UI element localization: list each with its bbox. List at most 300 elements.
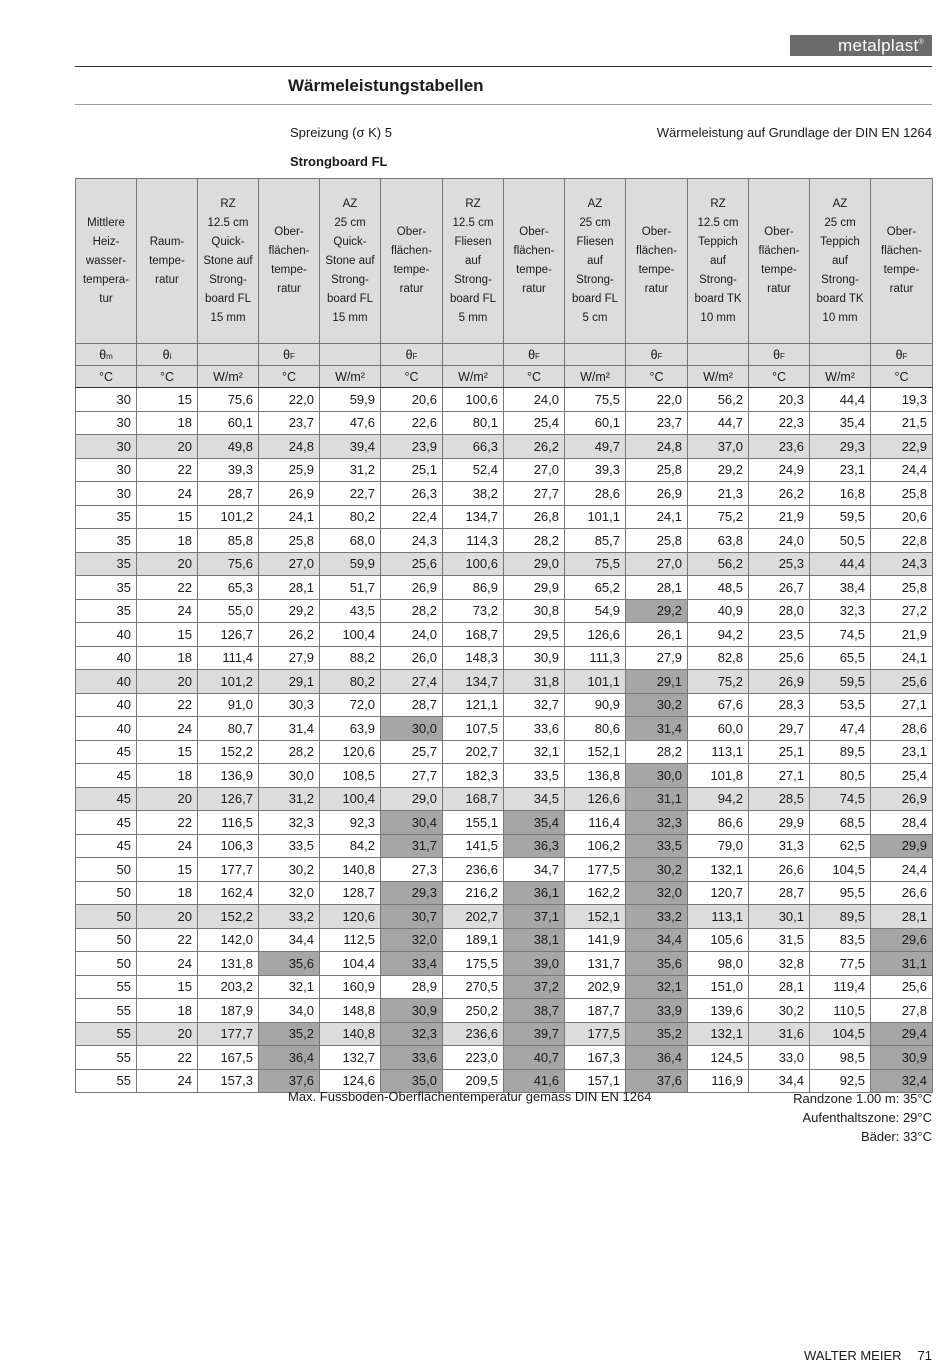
table-cell: 24,4 <box>871 858 933 882</box>
table-cell: 100,4 <box>320 623 381 647</box>
table-cell: 32,3 <box>810 599 871 623</box>
table-cell: 35,6 <box>626 952 688 976</box>
table-cell: 24 <box>137 599 198 623</box>
table-cell: 148,3 <box>443 646 504 670</box>
symbol-cell: θF <box>259 344 320 366</box>
table-cell: 162,2 <box>565 881 626 905</box>
table-cell: 25,9 <box>259 458 320 482</box>
temp-limits <box>793 1089 932 1146</box>
table-cell: 27,1 <box>749 764 810 788</box>
table-cell: 35,0 <box>381 1069 443 1093</box>
table-cell: 22,8 <box>871 529 933 553</box>
table-cell: 28,6 <box>871 717 933 741</box>
table-cell: 65,3 <box>198 576 259 600</box>
table-cell: 22,0 <box>259 388 320 412</box>
table-cell: 92,5 <box>810 1069 871 1093</box>
table-cell: 121,1 <box>443 693 504 717</box>
limit-aufenthaltszone: Aufenthaltszone: 29°C <box>802 1110 932 1125</box>
table-cell: 50 <box>76 952 137 976</box>
table-cell: 20 <box>137 670 198 694</box>
table-cell: 53,5 <box>810 693 871 717</box>
table-cell: 28,1 <box>259 576 320 600</box>
table-cell: 66,3 <box>443 435 504 459</box>
table-cell: 157,1 <box>565 1069 626 1093</box>
table-cell: 40 <box>76 623 137 647</box>
table-cell: 26,8 <box>504 505 565 529</box>
table-cell: 134,7 <box>443 505 504 529</box>
table-cell: 75,2 <box>688 505 749 529</box>
table-cell: 132,1 <box>688 1022 749 1046</box>
table-cell: 32,0 <box>259 881 320 905</box>
table-cell: 45 <box>76 740 137 764</box>
table-cell: 20 <box>137 552 198 576</box>
table-cell: 44,7 <box>688 411 749 435</box>
table-cell: 20,3 <box>749 388 810 412</box>
table-cell: 26,2 <box>504 435 565 459</box>
table-cell: 28,2 <box>626 740 688 764</box>
symbol-row <box>76 344 933 366</box>
table-cell: 68,0 <box>320 529 381 553</box>
table-cell: 65,2 <box>565 576 626 600</box>
table-row <box>76 411 933 435</box>
table-cell: 23,9 <box>381 435 443 459</box>
table-cell: 37,1 <box>504 905 565 929</box>
table-cell: 27,8 <box>871 999 933 1023</box>
table-cell: 152,2 <box>198 905 259 929</box>
table-cell: 77,5 <box>810 952 871 976</box>
table-row <box>76 693 933 717</box>
column-header: Ober- flächen- tempe- ratur <box>504 179 565 344</box>
table-cell: 80,7 <box>198 717 259 741</box>
table-cell: 101,2 <box>198 670 259 694</box>
table-cell: 132,1 <box>688 858 749 882</box>
table-cell: 45 <box>76 764 137 788</box>
footer-company: WALTER MEIER <box>804 1348 902 1363</box>
table-cell: 88,2 <box>320 646 381 670</box>
table-cell: 37,6 <box>259 1069 320 1093</box>
table-cell: 47,6 <box>320 411 381 435</box>
table-cell: 56,2 <box>688 388 749 412</box>
table-cell: 85,7 <box>565 529 626 553</box>
table-cell: 177,5 <box>565 858 626 882</box>
table-cell: 22 <box>137 928 198 952</box>
table-cell: 141,5 <box>443 834 504 858</box>
table-cell: 27,0 <box>504 458 565 482</box>
table-cell: 16,8 <box>810 482 871 506</box>
table-cell: 72,0 <box>320 693 381 717</box>
table-cell: 15 <box>137 740 198 764</box>
table-cell: 50 <box>76 928 137 952</box>
unit-cell: °C <box>381 366 443 388</box>
table-cell: 59,9 <box>320 552 381 576</box>
table-cell: 25,7 <box>381 740 443 764</box>
table-cell: 20,6 <box>381 388 443 412</box>
table-cell: 18 <box>137 881 198 905</box>
table-cell: 62,5 <box>810 834 871 858</box>
table-cell: 29,0 <box>381 787 443 811</box>
table-cell: 202,9 <box>565 975 626 999</box>
unit-cell: °C <box>749 366 810 388</box>
table-cell: 52,4 <box>443 458 504 482</box>
table-cell: 35 <box>76 576 137 600</box>
table-cell: 31,3 <box>749 834 810 858</box>
table-cell: 108,5 <box>320 764 381 788</box>
table-cell: 63,9 <box>320 717 381 741</box>
table-cell: 27,7 <box>381 764 443 788</box>
table-cell: 26,6 <box>749 858 810 882</box>
column-header: Raum- tempe- ratur <box>137 179 198 344</box>
table-cell: 116,4 <box>565 811 626 835</box>
table-cell: 60,1 <box>565 411 626 435</box>
table-cell: 35,4 <box>504 811 565 835</box>
table-cell: 24,1 <box>626 505 688 529</box>
limit-baeder: Bäder: 33°C <box>861 1129 932 1144</box>
table-row <box>76 458 933 482</box>
table-cell: 35,6 <box>259 952 320 976</box>
table-cell: 101,1 <box>565 505 626 529</box>
table-cell: 95,5 <box>810 881 871 905</box>
table-cell: 140,8 <box>320 858 381 882</box>
table-cell: 131,8 <box>198 952 259 976</box>
table-cell: 33,5 <box>626 834 688 858</box>
table-cell: 26,6 <box>871 881 933 905</box>
table-cell: 101,8 <box>688 764 749 788</box>
table-cell: 139,6 <box>688 999 749 1023</box>
table-cell: 74,5 <box>810 623 871 647</box>
unit-cell: W/m² <box>320 366 381 388</box>
table-cell: 22,4 <box>381 505 443 529</box>
table-cell: 27,9 <box>259 646 320 670</box>
table-cell: 23,6 <box>749 435 810 459</box>
table-cell: 47,4 <box>810 717 871 741</box>
table-cell: 24,0 <box>504 388 565 412</box>
table-cell: 24 <box>137 482 198 506</box>
table-cell: 40 <box>76 717 137 741</box>
table-cell: 24,3 <box>871 552 933 576</box>
symbol-cell: θi <box>137 344 198 366</box>
table-cell: 29,7 <box>749 717 810 741</box>
table-cell: 44,4 <box>810 388 871 412</box>
table-cell: 160,9 <box>320 975 381 999</box>
table-cell: 112,5 <box>320 928 381 952</box>
table-cell: 116,5 <box>198 811 259 835</box>
table-cell: 22 <box>137 693 198 717</box>
table-cell: 113,1 <box>688 740 749 764</box>
table-cell: 30,9 <box>871 1046 933 1070</box>
table-cell: 22,9 <box>871 435 933 459</box>
table-cell: 101,2 <box>198 505 259 529</box>
table-cell: 73,2 <box>443 599 504 623</box>
table-cell: 30,2 <box>259 858 320 882</box>
table-cell: 157,3 <box>198 1069 259 1093</box>
table-cell: 31,6 <box>749 1022 810 1046</box>
table-cell: 28,7 <box>381 693 443 717</box>
table-cell: 33,5 <box>259 834 320 858</box>
table-cell: 27,2 <box>871 599 933 623</box>
table-cell: 32,0 <box>626 881 688 905</box>
table-cell: 100,6 <box>443 388 504 412</box>
table-cell: 33,5 <box>504 764 565 788</box>
table-cell: 25,8 <box>626 529 688 553</box>
table-cell: 236,6 <box>443 1022 504 1046</box>
table-cell: 142,0 <box>198 928 259 952</box>
table-cell: 28,2 <box>381 599 443 623</box>
table-cell: 26,9 <box>259 482 320 506</box>
table-cell: 75,6 <box>198 388 259 412</box>
table-cell: 60,1 <box>198 411 259 435</box>
title-rule <box>75 104 932 105</box>
table-body <box>76 388 933 1093</box>
table-row <box>76 999 933 1023</box>
table-cell: 29,2 <box>626 599 688 623</box>
table-cell: 25,1 <box>381 458 443 482</box>
table-cell: 101,1 <box>565 670 626 694</box>
table-row <box>76 764 933 788</box>
table-cell: 15 <box>137 975 198 999</box>
table-cell: 155,1 <box>443 811 504 835</box>
table-cell: 202,7 <box>443 740 504 764</box>
table-cell: 30,2 <box>749 999 810 1023</box>
table-cell: 151,0 <box>688 975 749 999</box>
table-cell: 223,0 <box>443 1046 504 1070</box>
table-cell: 39,4 <box>320 435 381 459</box>
table-cell: 189,1 <box>443 928 504 952</box>
table-cell: 26,2 <box>259 623 320 647</box>
table-cell: 100,4 <box>320 787 381 811</box>
table-cell: 106,3 <box>198 834 259 858</box>
table-cell: 35 <box>76 552 137 576</box>
table-cell: 31,2 <box>259 787 320 811</box>
table-cell: 26,9 <box>871 787 933 811</box>
table-row <box>76 787 933 811</box>
table-cell: 100,6 <box>443 552 504 576</box>
table-cell: 40 <box>76 693 137 717</box>
table-cell: 113,1 <box>688 905 749 929</box>
table-cell: 24,0 <box>749 529 810 553</box>
column-header: RZ 12.5 cm Fliesen auf Strong- board FL 5 mm <box>443 179 504 344</box>
table-cell: 22,7 <box>320 482 381 506</box>
table-cell: 203,2 <box>198 975 259 999</box>
table-cell: 29,2 <box>688 458 749 482</box>
brand-logo-reg: ® <box>918 39 924 46</box>
column-header: RZ 12.5 cm Quick- Stone auf Strong- board FL 15 mm <box>198 179 259 344</box>
unit-row <box>76 366 933 388</box>
table-cell: 114,3 <box>443 529 504 553</box>
table-cell: 31,7 <box>381 834 443 858</box>
table-cell: 92,3 <box>320 811 381 835</box>
table-cell: 124,5 <box>688 1046 749 1070</box>
table-cell: 120,7 <box>688 881 749 905</box>
table-cell: 25,6 <box>871 975 933 999</box>
top-rule <box>75 66 932 67</box>
table-cell: 18 <box>137 764 198 788</box>
symbol-cell <box>320 344 381 366</box>
table-cell: 167,3 <box>565 1046 626 1070</box>
table-cell: 30,1 <box>749 905 810 929</box>
table-cell: 29,4 <box>871 1022 933 1046</box>
table-cell: 67,6 <box>688 693 749 717</box>
header-row <box>76 179 933 344</box>
table-cell: 30 <box>76 388 137 412</box>
table-cell: 24,8 <box>626 435 688 459</box>
table-cell: 22,0 <box>626 388 688 412</box>
table-cell: 24 <box>137 952 198 976</box>
table-cell: 182,3 <box>443 764 504 788</box>
table-cell: 128,7 <box>320 881 381 905</box>
table-cell: 32,1 <box>504 740 565 764</box>
unit-cell: °C <box>137 366 198 388</box>
table-cell: 28,6 <box>565 482 626 506</box>
table-cell: 59,5 <box>810 670 871 694</box>
symbol-cell <box>688 344 749 366</box>
spreizung-label: Spreizung (σ K) 5 <box>290 125 392 140</box>
column-header: RZ 12.5 cm Teppich auf Strong- board TK 10 mm <box>688 179 749 344</box>
table-cell: 25,8 <box>626 458 688 482</box>
table-cell: 26,9 <box>626 482 688 506</box>
table-cell: 21,3 <box>688 482 749 506</box>
table-cell: 29,0 <box>504 552 565 576</box>
table-row <box>76 552 933 576</box>
table-cell: 27,0 <box>626 552 688 576</box>
symbol-cell: θF <box>749 344 810 366</box>
table-cell: 26,9 <box>749 670 810 694</box>
table-cell: 20 <box>137 905 198 929</box>
table-cell: 49,8 <box>198 435 259 459</box>
table-cell: 27,3 <box>381 858 443 882</box>
table-cell: 30,0 <box>626 764 688 788</box>
column-header: Ober- flächen- tempe- ratur <box>626 179 688 344</box>
table-cell: 31,8 <box>504 670 565 694</box>
table-cell: 39,7 <box>504 1022 565 1046</box>
table-cell: 18 <box>137 529 198 553</box>
table-cell: 43,5 <box>320 599 381 623</box>
limit-randzone: Randzone 1.00 m: 35°C <box>793 1091 932 1106</box>
table-cell: 116,9 <box>688 1069 749 1093</box>
table-cell: 23,7 <box>259 411 320 435</box>
table-row <box>76 670 933 694</box>
table-cell: 31,1 <box>626 787 688 811</box>
table-cell: 40,7 <box>504 1046 565 1070</box>
table-cell: 29,9 <box>504 576 565 600</box>
table-cell: 80,5 <box>810 764 871 788</box>
table-cell: 132,7 <box>320 1046 381 1070</box>
table-cell: 152,1 <box>565 740 626 764</box>
table-cell: 270,5 <box>443 975 504 999</box>
table-cell: 22,3 <box>749 411 810 435</box>
table-cell: 27,0 <box>259 552 320 576</box>
table-cell: 24,1 <box>871 646 933 670</box>
table-cell: 80,2 <box>320 505 381 529</box>
table-cell: 18 <box>137 411 198 435</box>
table-cell: 55 <box>76 999 137 1023</box>
table-cell: 26,9 <box>381 576 443 600</box>
table-cell: 21,9 <box>871 623 933 647</box>
table-cell: 32,3 <box>259 811 320 835</box>
table-cell: 82,8 <box>688 646 749 670</box>
unit-cell: W/m² <box>810 366 871 388</box>
symbol-cell <box>198 344 259 366</box>
table-cell: 83,5 <box>810 928 871 952</box>
table-cell: 209,5 <box>443 1069 504 1093</box>
table-cell: 124,6 <box>320 1069 381 1093</box>
table-cell: 175,5 <box>443 952 504 976</box>
table-cell: 55 <box>76 1069 137 1093</box>
table-cell: 24,8 <box>259 435 320 459</box>
table-cell: 136,8 <box>565 764 626 788</box>
table-cell: 30,2 <box>626 858 688 882</box>
symbol-cell: θF <box>626 344 688 366</box>
table-cell: 40 <box>76 670 137 694</box>
table-cell: 40 <box>76 646 137 670</box>
table-row <box>76 811 933 835</box>
unit-cell: W/m² <box>443 366 504 388</box>
table-cell: 30,3 <box>259 693 320 717</box>
table-cell: 29,5 <box>504 623 565 647</box>
table-cell: 26,7 <box>749 576 810 600</box>
table-cell: 177,7 <box>198 858 259 882</box>
table-cell: 55 <box>76 975 137 999</box>
table-cell: 25,4 <box>504 411 565 435</box>
unit-cell: °C <box>626 366 688 388</box>
table-cell: 25,6 <box>381 552 443 576</box>
table-cell: 31,1 <box>871 952 933 976</box>
page-number: 71 <box>917 1348 932 1363</box>
table-cell: 28,5 <box>749 787 810 811</box>
table-cell: 34,0 <box>259 999 320 1023</box>
table-row <box>76 599 933 623</box>
table-cell: 21,9 <box>749 505 810 529</box>
table-cell: 32,1 <box>259 975 320 999</box>
table-cell: 30,2 <box>626 693 688 717</box>
table-cell: 28,2 <box>259 740 320 764</box>
symbol-cell: θF <box>504 344 565 366</box>
table-cell: 24,4 <box>871 458 933 482</box>
table-cell: 24,0 <box>381 623 443 647</box>
table-cell: 162,4 <box>198 881 259 905</box>
table-cell: 28,1 <box>749 975 810 999</box>
table-cell: 28,0 <box>749 599 810 623</box>
table-row <box>76 740 933 764</box>
table-cell: 35 <box>76 505 137 529</box>
table-cell: 24,9 <box>749 458 810 482</box>
table-cell: 79,0 <box>688 834 749 858</box>
table-cell: 111,3 <box>565 646 626 670</box>
table-cell: 59,9 <box>320 388 381 412</box>
table-cell: 29,3 <box>810 435 871 459</box>
table-cell: 26,2 <box>749 482 810 506</box>
table-cell: 49,7 <box>565 435 626 459</box>
unit-cell: °C <box>259 366 320 388</box>
table-cell: 94,2 <box>688 787 749 811</box>
table-cell: 75,5 <box>565 388 626 412</box>
table-cell: 35 <box>76 529 137 553</box>
table-cell: 33,2 <box>259 905 320 929</box>
table-cell: 50 <box>76 905 137 929</box>
table-cell: 34,7 <box>504 858 565 882</box>
table-row <box>76 717 933 741</box>
table-cell: 31,2 <box>320 458 381 482</box>
table-cell: 22 <box>137 576 198 600</box>
table-cell: 41,6 <box>504 1069 565 1093</box>
brand-logo <box>790 35 932 56</box>
table-cell: 75,2 <box>688 670 749 694</box>
table-row <box>76 858 933 882</box>
table-cell: 126,7 <box>198 787 259 811</box>
table-cell: 25,8 <box>871 482 933 506</box>
column-header: AZ 25 cm Teppich auf Strong- board TK 10 mm <box>810 179 871 344</box>
table-cell: 119,4 <box>810 975 871 999</box>
table-cell: 30,8 <box>504 599 565 623</box>
